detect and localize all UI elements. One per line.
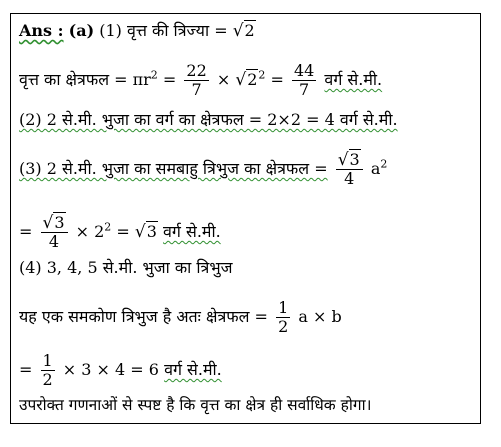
triangle-area-text: (3) 2 से.मी. भुजा का समबाहु त्रिभुज का क्षेत्रफल = xyxy=(19,159,328,178)
ans-label: Ans : xyxy=(19,21,64,40)
line-8: = $\frac{1}{2}$ × 3 × 4 = 6 वर्ग से.मी. xyxy=(19,351,222,389)
line-4: (3) 2 से.मी. भुजा का समबाहु त्रिभुज का क्षेत्रफल = $\frac{√3}{4}$ $a^2$ xyxy=(19,150,388,188)
fraction-1-2: $\frac{1}{2}$ xyxy=(278,298,289,336)
answer-box xyxy=(10,13,481,424)
line-7: यह एक समकोण त्रिभुज है अतः क्षेत्रफल = $\frac{1}{2}$ a × b xyxy=(19,298,342,336)
line-6: (4) 3, 4, 5 से.मी. भुजा का त्रिभुज xyxy=(19,258,233,277)
part-label: (a) xyxy=(68,21,95,40)
unit-label: वर्ग से.मी. xyxy=(324,70,383,89)
fraction-22-7: $\frac{22}{7}$ xyxy=(186,61,207,99)
unit-label: वर्ग से.मी. xyxy=(163,222,221,241)
circle-area-text: वृत्त का क्षेत्रफल = πr xyxy=(19,70,151,89)
line-9-conclusion: उपरोक्त गणनाओं से स्पष्ट है कि वृत्त का क्षेत्र ही सर्वाधिक होगा। xyxy=(19,396,372,414)
fraction-sqrt3-4: $\frac{√3}{4}$ xyxy=(41,214,68,251)
unit-label: वर्ग से.मी. xyxy=(164,360,222,379)
line-5: = $\frac{√3}{4}$ × $2^2 = √3$ वर्ग से.मी. xyxy=(19,213,221,251)
fraction-sqrt3-4: $\frac{√3}{4}$ xyxy=(336,151,363,188)
line-2: वृत्त का क्षेत्रफल = $\pi r^2$ = $\frac{22}{7}$ × $√2^2$ = $\frac{44}{7}$ वर्ग से.मी. xyxy=(19,61,383,99)
sqrt-2: √2 xyxy=(235,70,258,90)
line-3: (2) 2 से.मी. भुजा का वर्ग का क्षेत्रफल = 2×2 = 4 वर्ग से.मी. xyxy=(19,110,398,129)
fraction-1-2: $\frac{1}{2}$ xyxy=(42,351,53,389)
sqrt-2: √2 xyxy=(232,21,255,41)
right-triangle-text: यह एक समकोण त्रिभुज है अतः क्षेत्रफल = xyxy=(19,307,268,326)
sqrt-3: √3 xyxy=(134,222,157,242)
line-1 xyxy=(19,21,256,41)
radius-text: वृत्त की त्रिज्या = xyxy=(127,21,228,40)
fraction-44-7: $\frac{44}{7}$ xyxy=(293,61,315,99)
part-number: (1) xyxy=(99,21,122,40)
